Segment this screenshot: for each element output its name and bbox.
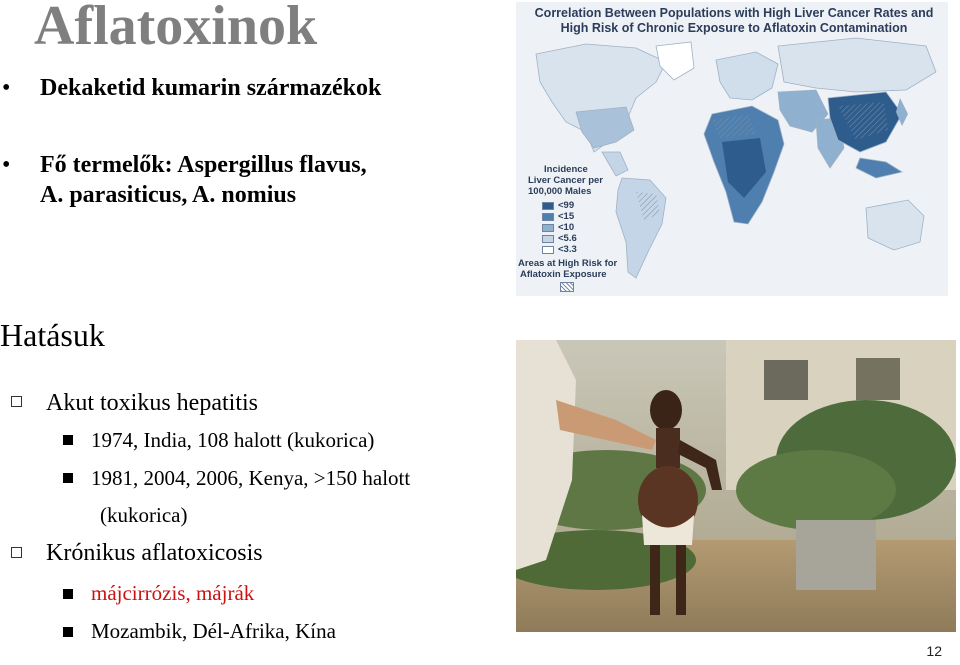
child-photograph bbox=[516, 340, 956, 632]
legend-item: <3.3 bbox=[542, 244, 617, 255]
bullet-text: A. parasiticus, A. nomius bbox=[40, 182, 297, 208]
chronic-label: Krónikus aflatoxicosis bbox=[46, 540, 263, 566]
risk-label: Areas at High Risk for bbox=[518, 258, 618, 269]
square-bullet-icon bbox=[63, 589, 73, 599]
world-map-figure bbox=[516, 2, 948, 296]
hollow-square-bullet-icon bbox=[11, 547, 22, 558]
legend-item: <99 bbox=[542, 200, 617, 211]
legend-swatch bbox=[542, 235, 554, 243]
bullet-dot-icon: • bbox=[2, 75, 11, 101]
chronic-item: májcirrózis, májrák bbox=[91, 581, 255, 605]
legend-item: <15 bbox=[542, 211, 617, 222]
acute-label: Akut toxikus hepatitis bbox=[46, 390, 258, 416]
acute-item-continued: (kukorica) bbox=[100, 503, 188, 527]
square-bullet-icon bbox=[63, 473, 73, 483]
legend-item: <5.6 bbox=[542, 233, 617, 244]
legend-swatch bbox=[542, 224, 554, 232]
acute-item: 1974, India, 108 halott (kukorica) bbox=[91, 428, 375, 452]
legend-item: <10 bbox=[542, 222, 617, 233]
square-bullet-icon bbox=[63, 435, 73, 445]
map-legend bbox=[518, 164, 617, 292]
risk-label: Aflatoxin Exposure bbox=[520, 269, 607, 280]
legend-title: Incidence bbox=[544, 164, 588, 175]
legend-swatch bbox=[542, 213, 554, 221]
bullet-text: Fő termelők: Aspergillus flavus, bbox=[40, 152, 367, 178]
slide-title: Aflatoxinok bbox=[34, 0, 318, 57]
section-heading: Hatásuk bbox=[0, 317, 105, 353]
risk-hatch-swatch bbox=[560, 282, 574, 292]
bullet-dot-icon: • bbox=[2, 152, 11, 178]
chronic-item: Mozambik, Dél-Afrika, Kína bbox=[91, 619, 336, 643]
legend-swatch bbox=[542, 202, 554, 210]
legend-title: 100,000 Males bbox=[528, 186, 592, 197]
hollow-square-bullet-icon bbox=[11, 396, 22, 407]
photo-illustration bbox=[516, 340, 956, 632]
legend-title: Liver Cancer per bbox=[528, 175, 603, 186]
legend-swatch bbox=[542, 246, 554, 254]
bullet-item bbox=[2, 150, 367, 210]
acute-item: 1981, 2004, 2006, Kenya, >150 halott bbox=[91, 466, 411, 490]
square-bullet-icon bbox=[63, 627, 73, 637]
bullet-item bbox=[2, 73, 382, 103]
page-number: 12 bbox=[926, 643, 942, 659]
map-title: Correlation Between Populations with High Liver Cancer Rates and High Risk of Chronic Exposure to Aflatoxin Contamination bbox=[534, 6, 934, 35]
bullet-text: Dekaketid kumarin származékok bbox=[40, 75, 382, 101]
